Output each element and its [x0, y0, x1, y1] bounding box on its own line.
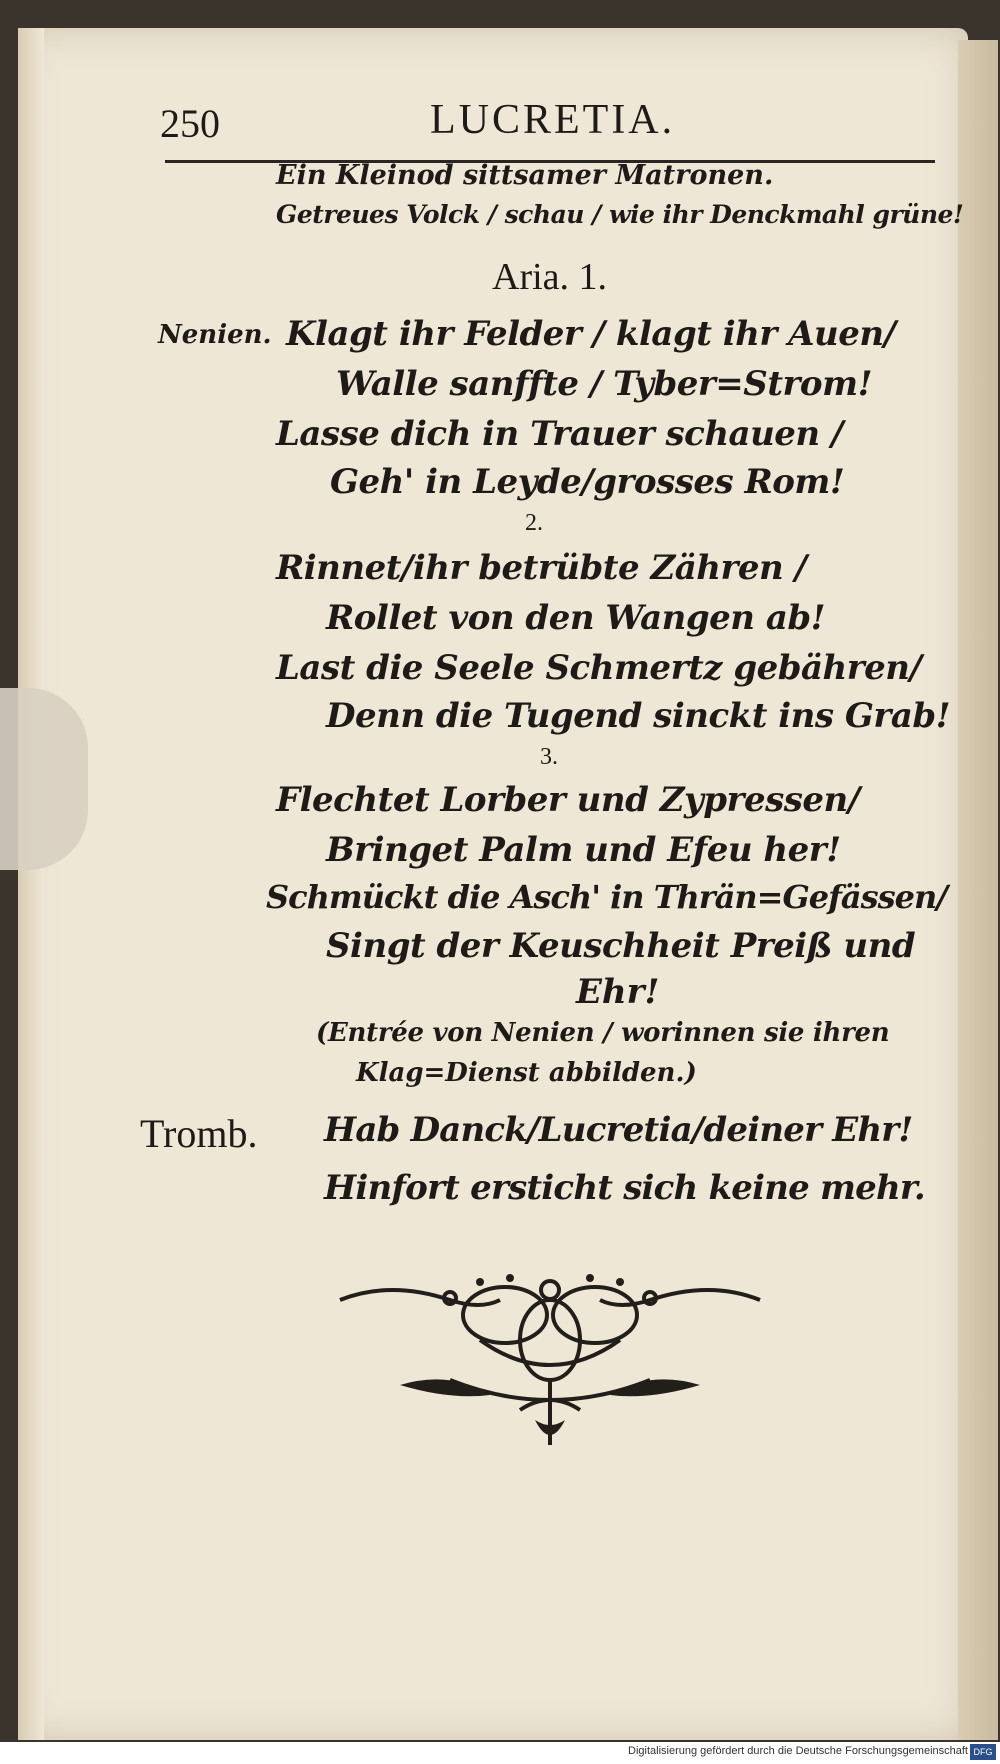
verse-line: Walle sanffte / Tyber=Strom!: [336, 364, 873, 404]
verse-line: Geh' in Leyde/grosses Rom!: [330, 462, 845, 502]
verse-line: Rinnet/ihr betrübte Zähren /: [276, 548, 807, 588]
verse-line: Klagt ihr Felder / klagt ihr Auen/: [286, 314, 896, 354]
verse-line: Ehr!: [576, 972, 660, 1012]
verse-line: Ein Kleinod sittsamer Matronen.: [276, 160, 774, 191]
verse-line: Hab Danck/Lucretia/deiner Ehr!: [324, 1110, 913, 1150]
speaker-tromb: Tromb.: [140, 1111, 258, 1156]
thumb-holding-page: [0, 688, 88, 870]
stanza-number: 2.: [525, 510, 543, 536]
verse-line: Rollet von den Wangen ab!: [326, 598, 826, 638]
verse-line: Last die Seele Schmertz gebähren/: [276, 648, 922, 688]
speaker-nenien: Nenien.: [158, 320, 272, 350]
stanza-number: 3.: [540, 744, 558, 770]
tailpiece-ornament: [330, 1270, 770, 1450]
verse-line: Singt der Keuschheit Preiß und: [326, 926, 916, 966]
running-title: LUCRETIA.: [430, 97, 676, 143]
page-gutter: [18, 28, 44, 1740]
digitization-credit: Digitalisierung gefördert durch die Deutsche Forschungsgemeinschaft: [628, 1745, 968, 1757]
page-number: 250: [160, 101, 220, 146]
footer-bar: [0, 1742, 1000, 1764]
verse-line: Flechtet Lorber und Zypressen/: [276, 780, 860, 820]
verse-line: Denn die Tugend sinckt ins Grab!: [326, 696, 951, 736]
verse-line: Schmückt die Asch' in Thrän=Gefässen/: [266, 878, 947, 916]
stage-direction: Klag=Dienst abbilden.): [356, 1058, 697, 1088]
stage-direction: (Entrée von Nenien / worinnen sie ihren: [316, 1018, 890, 1048]
verse-line: Lasse dich in Trauer schauen /: [276, 414, 843, 454]
verse-line: Getreues Volck / schau / wie ihr Denckmahl grüne!: [276, 200, 964, 229]
verse-line: Hinfort ersticht sich keine mehr.: [324, 1168, 925, 1208]
adjacent-page-edge: [958, 40, 998, 1740]
aria-title: Aria. 1.: [492, 256, 608, 298]
verse-line: Bringet Palm und Efeu her!: [326, 830, 841, 870]
dfg-logo: DFG: [970, 1744, 996, 1760]
